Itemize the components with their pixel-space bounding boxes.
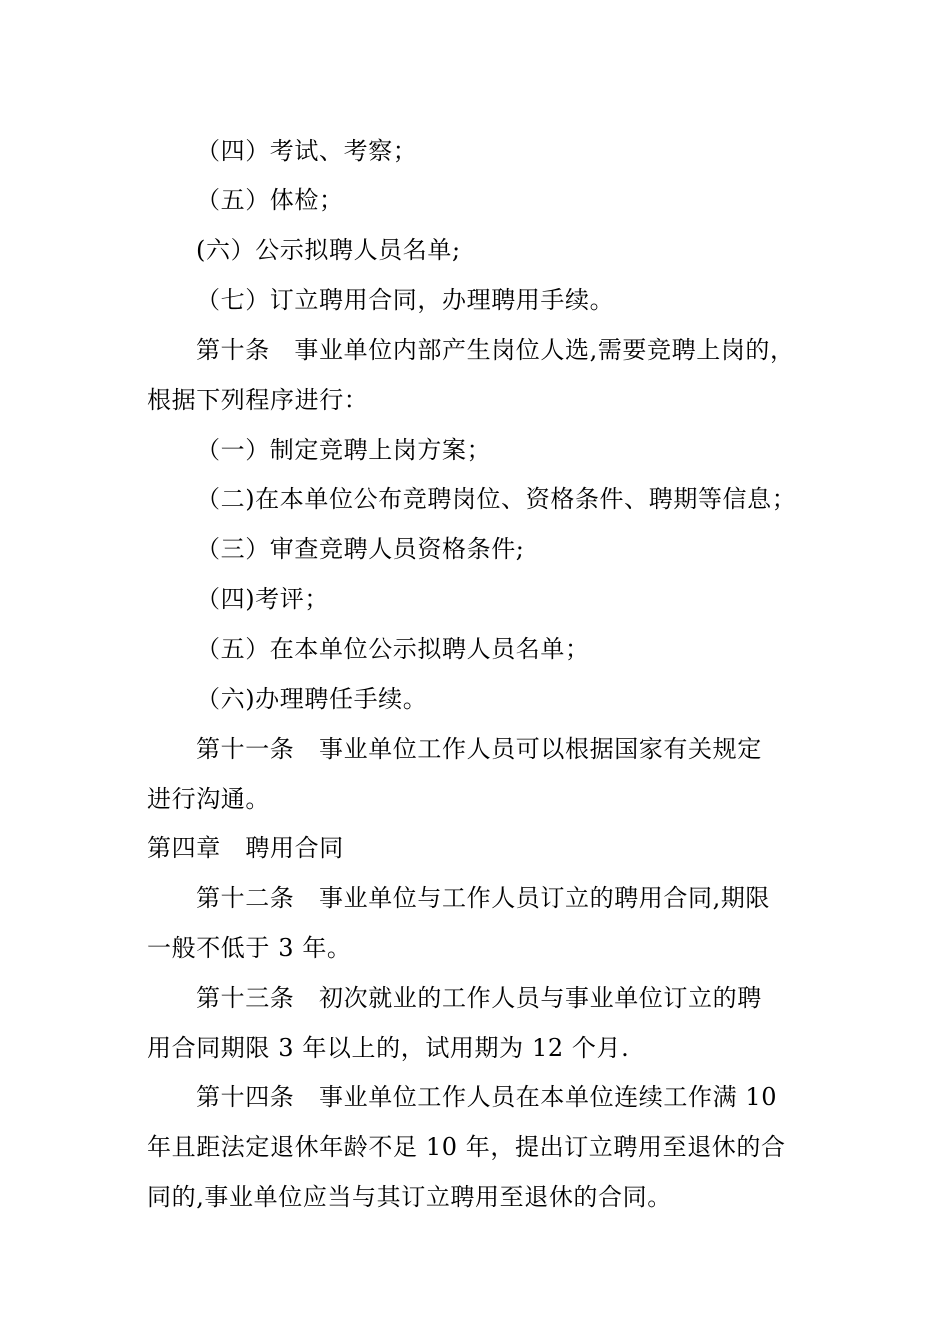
article-11-continuation: 进行沟通。 bbox=[147, 785, 270, 813]
list-item-sign-contract: （七）订立聘用合同，办理聘用手续。 bbox=[196, 286, 615, 314]
list-item-plan: （一）制定竞聘上岗方案； bbox=[196, 436, 492, 464]
article-10-heading: 第十条 事业单位内部产生岗位人选,需要竞聘上岗的， bbox=[196, 336, 795, 364]
article-13-heading: 第十三条 初次就业的工作人员与事业单位订立的聘 bbox=[196, 984, 762, 1012]
article-12-heading: 第十二条 事业单位与工作人员订立的聘用合同,期限 bbox=[196, 884, 771, 912]
article-11-heading: 第十一条 事业单位工作人员可以根据国家有关规定 bbox=[196, 735, 762, 763]
list-item-exam: （四）考试、考察； bbox=[196, 137, 418, 165]
list-item-publicize-internal: （五）在本单位公示拟聘人员名单； bbox=[196, 635, 590, 663]
article-14-heading: 第十四条 事业单位工作人员在本单位连续工作满 10 bbox=[196, 1083, 778, 1111]
article-12-continuation: 一般不低于 3 年。 bbox=[147, 934, 352, 962]
list-item-appointment: （六)办理聘任手续。 bbox=[196, 685, 428, 713]
list-item-publicize-list: (六）公示拟聘人员名单; bbox=[196, 236, 461, 264]
article-14-continuation-2: 同的,事业单位应当与其订立聘用至退休的合同。 bbox=[147, 1183, 672, 1211]
article-14-continuation-1: 年且距法定退休年龄不足 10 年，提出订立聘用至退休的合 bbox=[147, 1133, 786, 1161]
article-10-continuation: 根据下列程序进行： bbox=[147, 386, 369, 414]
article-13-continuation: 用合同期限 3 年以上的，试用期为 12 个月. bbox=[147, 1034, 630, 1062]
list-item-medical-check: （五）体检； bbox=[196, 186, 344, 214]
list-item-evaluate: （四)考评； bbox=[196, 585, 329, 613]
list-item-review: （三）审查竞聘人员资格条件; bbox=[196, 535, 525, 563]
chapter-4-title: 第四章 聘用合同 bbox=[147, 834, 344, 862]
list-item-announce: （二)在本单位公布竞聘岗位、资格条件、聘期等信息； bbox=[196, 485, 797, 513]
